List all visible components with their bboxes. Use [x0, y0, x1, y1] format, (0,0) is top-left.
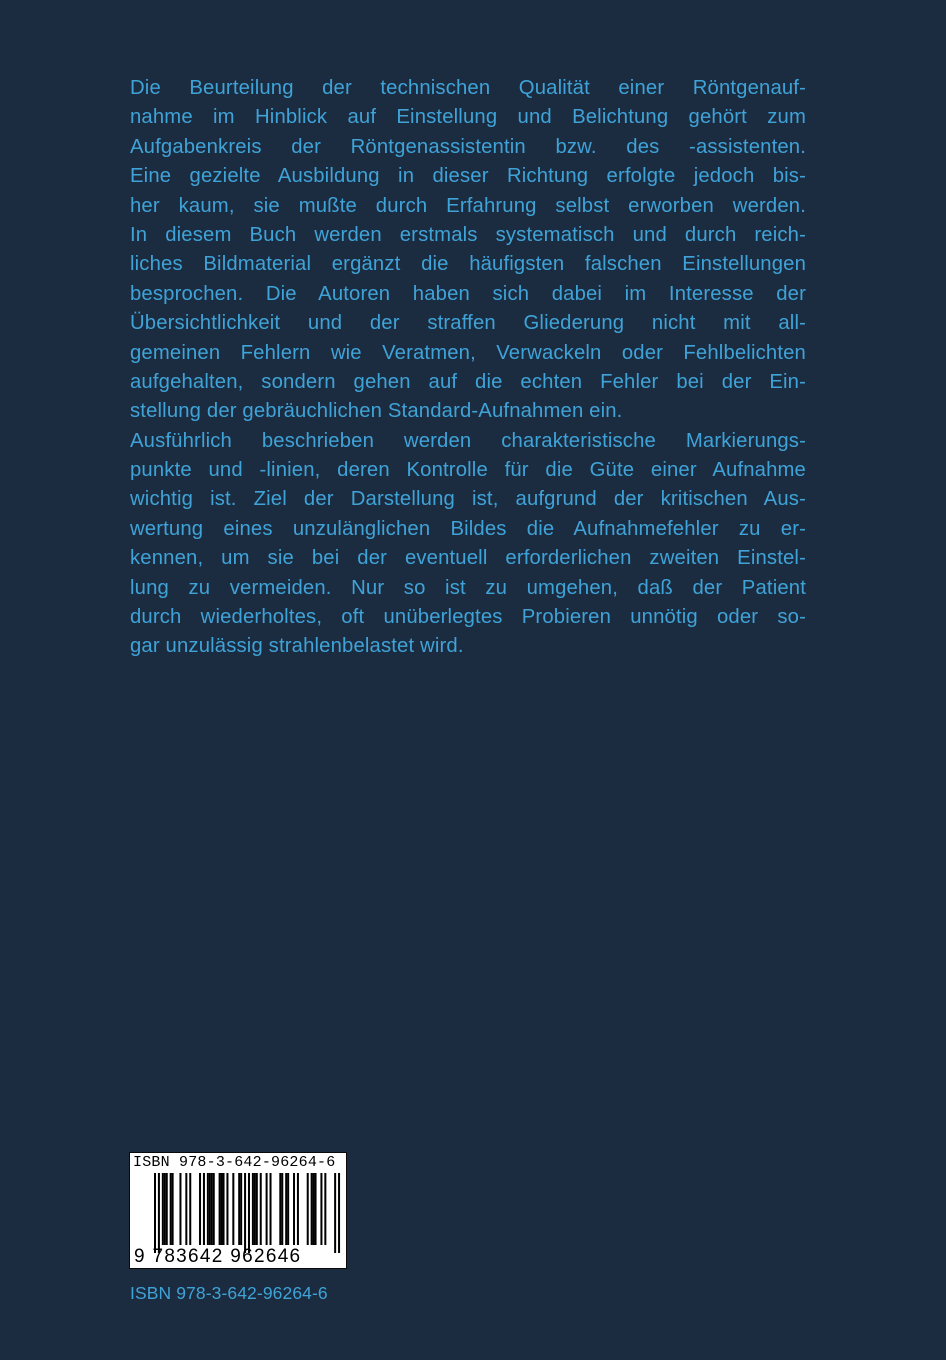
barcode-bar — [199, 1173, 201, 1245]
barcode-bar — [209, 1173, 211, 1245]
barcode-bar — [232, 1173, 234, 1245]
barcode-bar — [238, 1173, 240, 1245]
barcode-guard-bar — [158, 1173, 160, 1253]
barcode-bar — [164, 1173, 166, 1245]
barcode-bar — [324, 1173, 326, 1245]
barcode-guard-bar — [248, 1173, 250, 1253]
blurb-line: wertung eines unzulänglichen Bildes die Aufnahmefehler zu er- — [130, 517, 806, 540]
isbn-barcode — [129, 1152, 347, 1269]
barcode-bar — [307, 1173, 309, 1245]
blurb-paragraph-1 — [130, 74, 806, 427]
blurb-line: stellung der gebräuchlichen Standard-Aufnahmen ein. — [130, 400, 623, 423]
barcode-bar — [256, 1173, 258, 1245]
blurb-line: aufgehalten, sondern gehen auf die echten Fehler bei der Ein- — [130, 370, 806, 393]
barcode-bar — [203, 1173, 205, 1245]
barcode-bar — [287, 1173, 289, 1245]
barcode-bar — [162, 1173, 164, 1245]
barcode-bar — [285, 1173, 287, 1245]
blurb-line: besprochen. Die Autoren haben sich dabei im Interesse der — [130, 282, 806, 305]
barcode-bar — [207, 1173, 209, 1245]
blurb-paragraph-2 — [130, 427, 806, 662]
blurb-line: Eine gezielte Ausbildung in dieser Richtung erfolgte jedoch bis- — [130, 165, 806, 188]
barcode-bar — [315, 1173, 317, 1245]
barcode-bar — [266, 1173, 268, 1245]
blurb-line: Aufgabenkreis der Röntgenassistentin bzw. des -assistenten. — [130, 135, 806, 158]
barcode-bar — [219, 1173, 221, 1245]
barcode-bar — [279, 1173, 281, 1245]
barcode-bar — [185, 1173, 187, 1245]
barcode-guard-bar — [338, 1173, 340, 1253]
barcode-isbn-label: ISBN 978-3-642-96264-6 — [133, 1154, 336, 1171]
barcode-bar — [293, 1173, 295, 1245]
barcode-digits: 9 783642 962646 — [134, 1246, 302, 1267]
barcode-bar — [254, 1173, 256, 1245]
barcode-bar — [166, 1173, 168, 1245]
blurb-line: punkte und -linien, deren Kontrolle für die Güte einer Aufnahme — [130, 459, 806, 482]
barcode-bar — [260, 1173, 262, 1245]
blurb-line: In diesem Buch werden erstmals systematisch und durch reich- — [130, 223, 806, 246]
barcode-bar — [211, 1173, 213, 1245]
barcode-bar — [320, 1173, 322, 1245]
barcode-guard-bar — [154, 1173, 156, 1253]
barcode-guard-bar — [334, 1173, 336, 1253]
barcode-bar — [270, 1173, 272, 1245]
blurb-line: her kaum, sie mußte durch Erfahrung selbst erworben werden. — [130, 194, 806, 217]
blurb-line: Übersichtlichkeit und der straffen Gliederung nicht mit all- — [130, 312, 806, 335]
barcode-bar — [170, 1173, 172, 1245]
blurb-line: liches Bildmaterial ergänzt die häufigsten falschen Einstellungen — [130, 253, 806, 276]
blurb-line: lung zu vermeiden. Nur so ist zu umgehen, daß der Patient — [130, 576, 806, 599]
blurb-line: Ausführlich beschrieben werden charakteristische Markierungs- — [130, 429, 806, 452]
barcode-bar — [179, 1173, 181, 1245]
barcode-bar — [223, 1173, 225, 1245]
isbn-text: ISBN 978-3-642-96264-6 — [130, 1283, 328, 1303]
barcode-bar — [311, 1173, 313, 1245]
barcode-guard-bar — [244, 1173, 246, 1253]
barcode-bar — [313, 1173, 315, 1245]
blurb-line: durch wiederholtes, oft unüberlegtes Probieren unnötig oder so- — [130, 606, 806, 629]
barcode-bar — [281, 1173, 283, 1245]
barcode-bar — [226, 1173, 228, 1245]
blurb-line: kennen, um sie bei der eventuell erforderlichen zweiten Einstel- — [130, 547, 806, 570]
barcode-bar — [189, 1173, 191, 1245]
barcode-bar — [240, 1173, 242, 1245]
blurb-line: wichtig ist. Ziel der Darstellung ist, aufgrund der kritischen Aus- — [130, 488, 806, 511]
blurb-line: gemeinen Fehlern wie Veratmen, Verwackeln oder Fehlbelichten — [130, 341, 806, 364]
blurb-line: nahme im Hinblick auf Einstellung und Belichtung gehört zum — [130, 106, 806, 129]
barcode-bar — [221, 1173, 223, 1245]
back-cover-blurb — [130, 74, 806, 662]
barcode-bar — [252, 1173, 254, 1245]
barcode-bar — [213, 1173, 215, 1245]
barcode-bar — [297, 1173, 299, 1245]
blurb-line: gar unzulässig strahlenbelastet wird. — [130, 635, 464, 658]
blurb-line: Die Beurteilung der technischen Qualität einer Röntgenauf- — [130, 77, 806, 99]
barcode-bar — [172, 1173, 174, 1245]
